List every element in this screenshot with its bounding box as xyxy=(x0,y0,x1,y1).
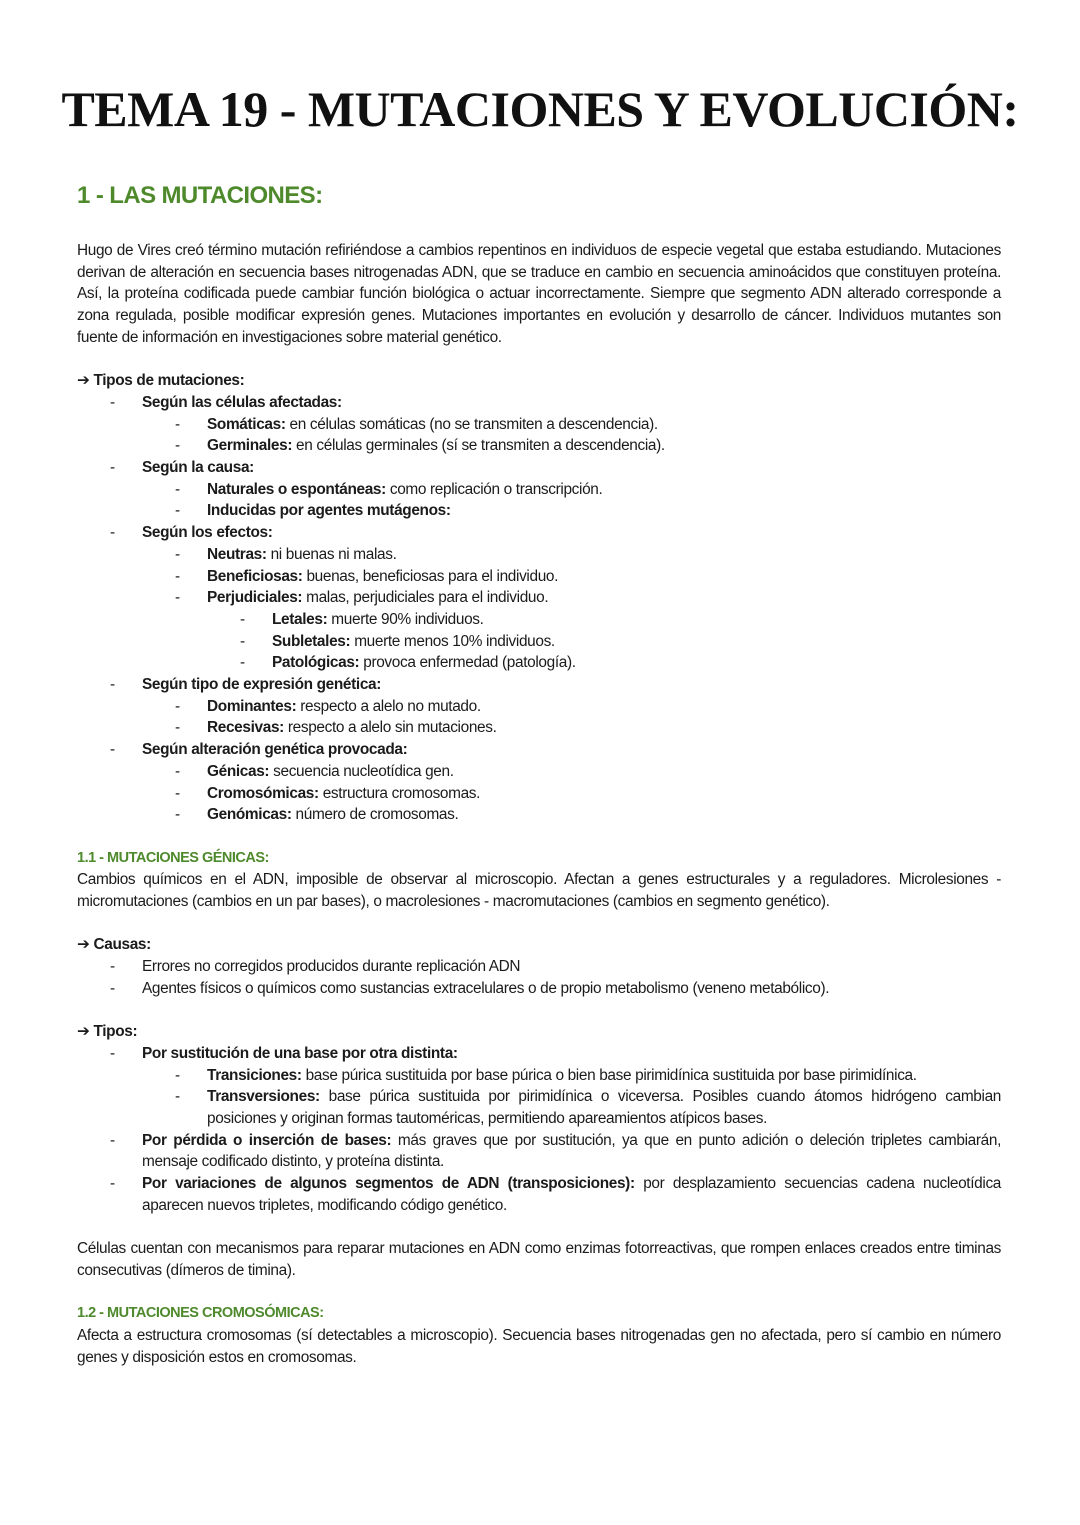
list-item: - Por variaciones de algunos segmentos de ADN (transposiciones): por desplazamiento secuencias cadena nucleotídica aparecen nuevos tripletes, modificando código genético. xyxy=(110,1175,1001,1214)
list-item: - Errores no corregidos producidos durante replicación ADN xyxy=(110,958,521,976)
list-item: - Según tipo de expresión genética: xyxy=(110,676,382,694)
tipos-heading: ➔ Tipos: xyxy=(77,1023,138,1041)
genicas-paragraph: Cambios químicos en el ADN, imposible de observar al microscopio. Afectan a genes estructurales y a reguladores. Microlesiones - micromutaciones (cambios en un par bases), o macrolesiones - macromutaciones (cambios en segmento genético). xyxy=(77,871,1001,911)
repair-paragraph: Células cuentan con mecanismos para reparar mutaciones en ADN como enzimas fotorreactivas, que rompen enlaces creados entre timinas consecutivas (dímeros de timina). xyxy=(77,1240,1001,1279)
section-heading-mutaciones: 1 - LAS MUTACIONES: xyxy=(77,182,323,209)
cromosomicas-paragraph: Afecta a estructura cromosomas (sí detectables a microscopio). Secuencia bases nitrogenadas gen no afectada, pero sí cambio en número genes y disposición estos en cromosomas. xyxy=(77,1327,1001,1366)
list-item: - Según las células afectadas: xyxy=(110,393,342,411)
causes-list xyxy=(77,956,1001,999)
list-item: - Cromosómicas: estructura cromosomas. xyxy=(175,784,481,802)
subsection-heading-cromosomicas: 1.2 - MUTACIONES CROMOSÓMICAS: xyxy=(77,1305,324,1322)
list-item: - Genómicas: número de cromosomas. xyxy=(175,806,459,824)
list-item: - Por sustitución de una base por otra distinta: xyxy=(110,1044,458,1062)
causes-heading: ➔ Causas: xyxy=(77,936,151,954)
page-title: TEMA 19 - MUTACIONES Y EVOLUCIÓN: xyxy=(61,81,1019,137)
list-item: - Subletales: muerte menos 10% individuos. xyxy=(240,632,555,650)
document-body xyxy=(77,180,1001,1368)
list-item: - Patológicas: provoca enfermedad (patología). xyxy=(240,654,576,672)
list-item: - Somáticas: en células somáticas (no se transmiten a descendencia). xyxy=(175,415,658,433)
list-item: - Según la causa: xyxy=(110,459,254,477)
list-item: - Naturales o espontáneas: como replicación o transcripción. xyxy=(175,480,603,498)
list-item: - Beneficiosas: buenas, beneficiosas para el individuo. xyxy=(175,567,559,585)
list-item: - Transiciones: base púrica sustituida por base púrica o bien base pirimidínica sustituida por base pirimidínica. xyxy=(175,1066,917,1084)
subsection-heading-genicas: 1.1 - MUTACIONES GÉNICAS: xyxy=(77,849,269,866)
list-item: - Neutras: ni buenas ni malas. xyxy=(175,545,397,563)
list-item: - Según alteración genética provocada: xyxy=(110,741,408,759)
genic-types-list xyxy=(77,1043,1001,1217)
list-item: - Por pérdida o inserción de bases: más graves que por sustitución, ya que en punto adición o deleción tripletes cambiarán, mensaje codificado distinto, y proteína distinta. xyxy=(110,1131,1001,1171)
list-item: - Inducidas por agentes mutágenos: xyxy=(175,502,451,520)
list-item: - Agentes físicos o químicos como sustancias extracelulares o de propio metabolismo (veneno metabólico). xyxy=(110,979,830,997)
intro-paragraph: Hugo de Vires creó término mutación refiriéndose a cambios repentinos en individuos de especie vegetal que estaba estudiando. Mutaciones derivan de alteración en secuencia bases nitrogenadas ADN, que se traduce en cambio en secuencia aminoácidos que constituyen proteína. Así, la proteína codificada puede cambiar función biológica o actuar incorrectamente. Siempre que segmento ADN alterado corresponde a zona regulada, posible modificar expresión genes. Mutaciones importantes en evolución y desarrollo de cáncer. Individuos mutantes son fuente de información en investigaciones sobre material genético. xyxy=(77,242,1001,346)
list-item: - Según los efectos: xyxy=(110,524,273,542)
list-item: - Germinales: en células germinales (sí se transmiten a descendencia). xyxy=(175,437,665,455)
types-heading: ➔ Tipos de mutaciones: xyxy=(77,372,245,390)
list-item: - Recesivas: respecto a alelo sin mutaciones. xyxy=(175,719,497,737)
list-item: - Letales: muerte 90% individuos. xyxy=(240,610,484,628)
list-item: - Transversiones: base púrica sustituida por pirimidínica o viceversa. Posibles cuando átomos hidrógeno cambian posiciones y originan formas tautoméricas, permitiendo apareamientos atípicos bases. xyxy=(175,1088,1001,1128)
mutation-types-list xyxy=(77,392,1001,826)
list-item: - Perjudiciales: malas, perjudiciales para el individuo. xyxy=(175,589,549,607)
list-item: - Génicas: secuencia nucleotídica gen. xyxy=(175,762,454,780)
list-item: - Dominantes: respecto a alelo no mutado. xyxy=(175,697,481,715)
